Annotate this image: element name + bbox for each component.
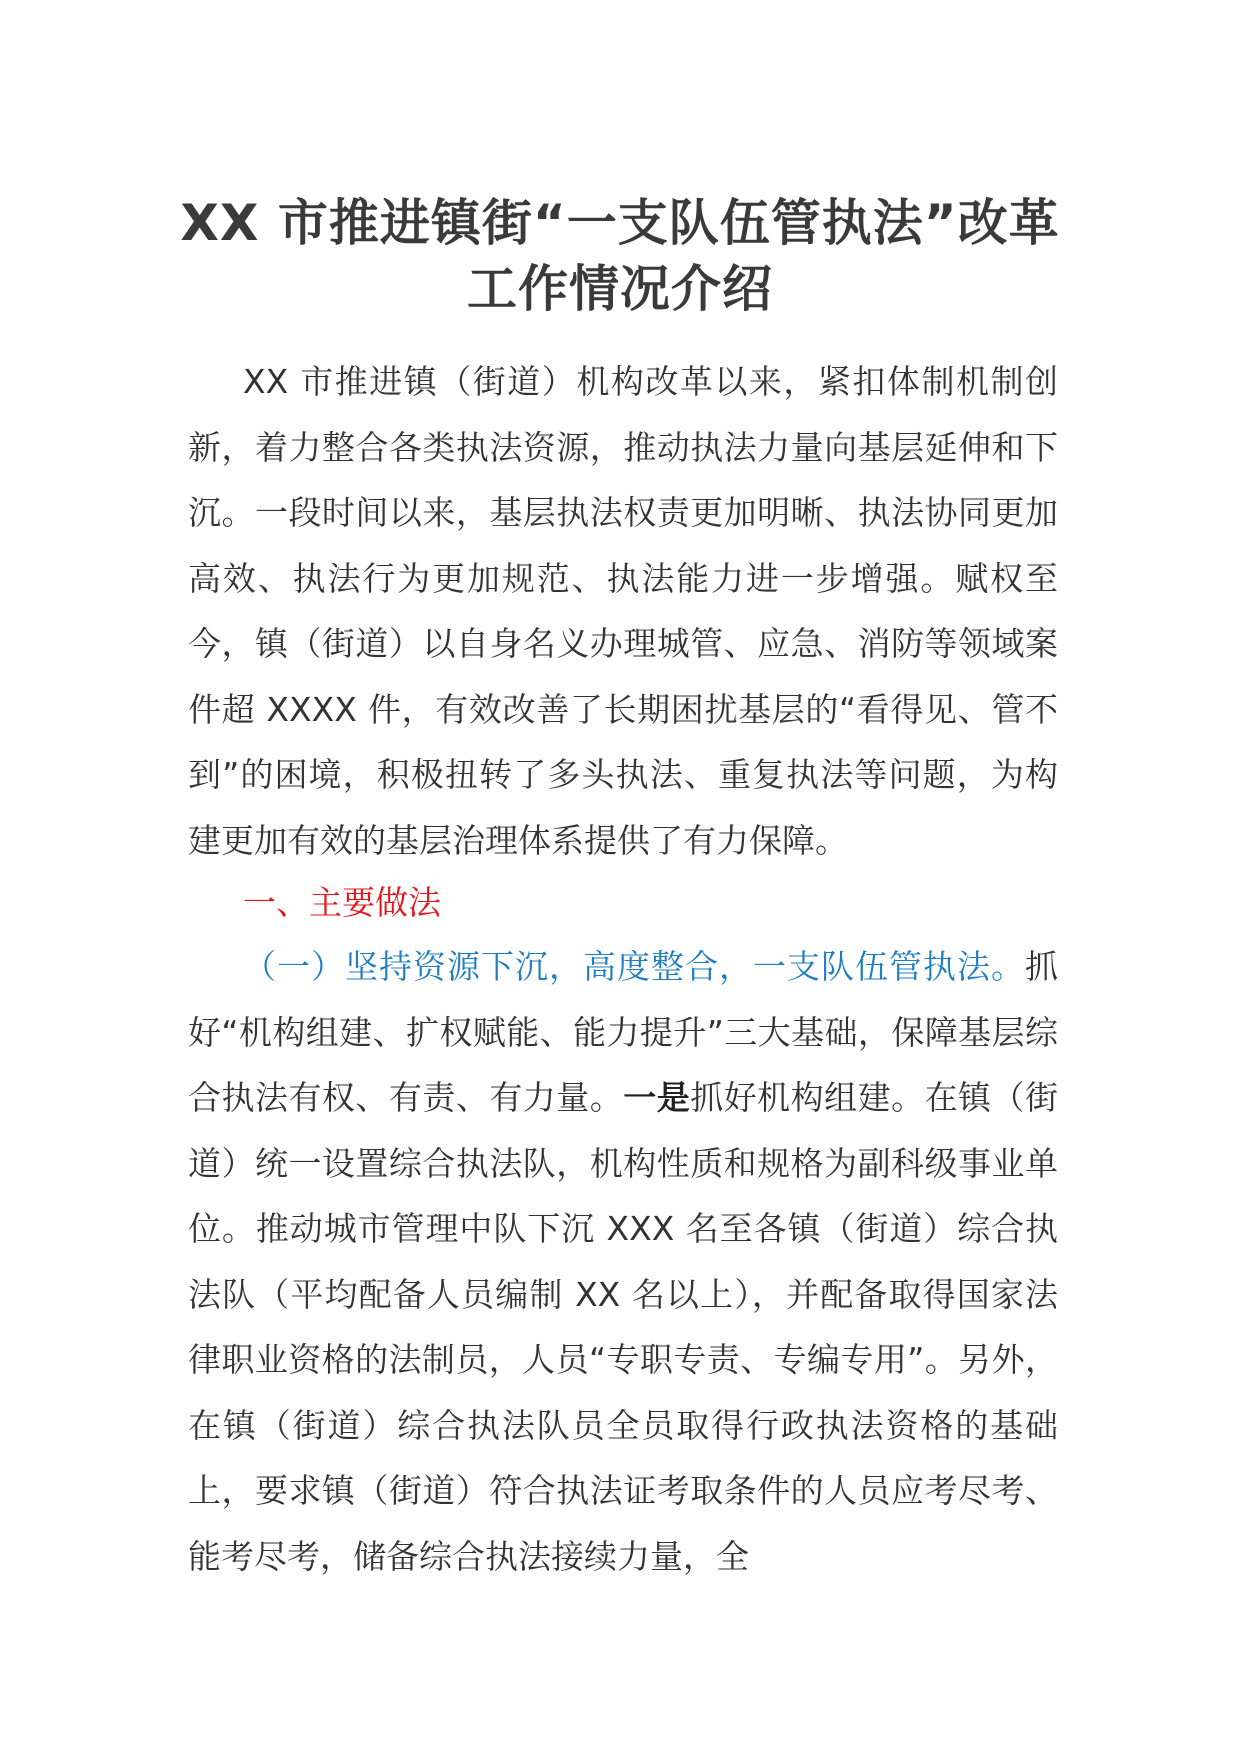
subsection-heading: （一）坚持资源下沉，高度整合，一支队伍管执法。 — [243, 947, 1025, 986]
document-title: XX 市推进镇街“一支队伍管执法”改革工作情况介绍 — [180, 194, 1060, 318]
section-heading: 一、主要做法 — [243, 883, 441, 922]
paragraph-text: 抓好“机构组建、扩权赋能、能力提升”三大基础，保障基层综合执法有权、有责、有力量。 — [188, 947, 1058, 1117]
section-paragraph — [188, 934, 1058, 1589]
intro-paragraph: XX 市推进镇（街道）机构改革以来，紧扣体制机制创新，着力整合各类执法资源，推动执法力量向基层延伸和下沉。一段时间以来，基层执法权责更加明晰、执法协同更加高效、执法行为更加规范、执法能力进一步增强。赋权至今，镇（街道）以自身名义办理城管、应急、消防等领域案件超 XXXX 件，有效改善了长期困扰基层的“看得见、管不到”的困境，积极扭转了多头执法、重复执法等问题，为构建更加有效的基层治理体系提供了有力保障。 — [188, 362, 1058, 860]
paragraph-text-continued: 抓好机构组建。在镇（街道）统一设置综合执法队，机构性质和规格为副科级事业单位。推动城市管理中队下沉 XXX 名至各镇（街道）综合执法队（平均配备人员编制 XX 名以上），并配备取得国家法律职业资格的法制员，人员“专职专责、专编专用”。另外，在镇（街道）综合执法队员全员取得行政执法资格的基础上，要求镇（街道）符合执法证考取条件的人员应考尽考、能考尽考，储备综合执法接续力量，全 — [188, 1078, 1059, 1576]
bold-lead: 一是 — [623, 1078, 691, 1117]
